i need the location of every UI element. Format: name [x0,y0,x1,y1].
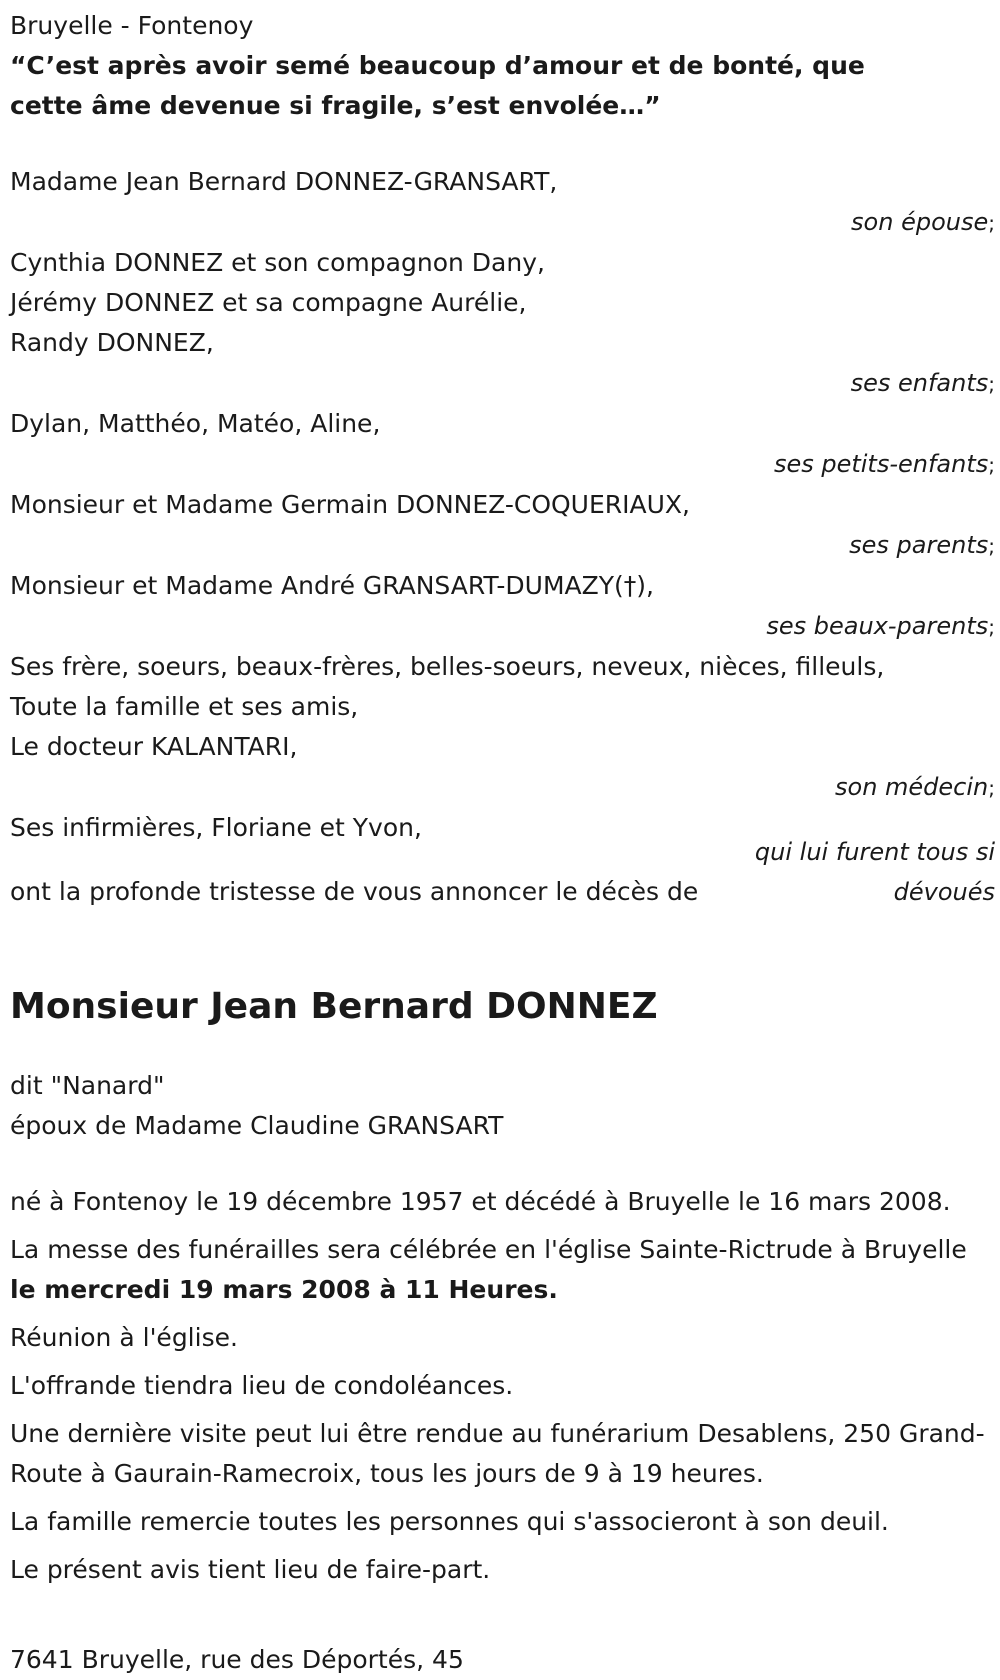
role-last: qui lui furent tous si dévoués [754,838,995,906]
family-name-line: Madame Jean Bernard DONNEZ-GRANSART, [10,167,558,196]
funeral-mass-text: La messe des funérailles sera célébrée en l'église Sainte-Rictrude à Bruyelle le mercredi 19 mars 2008 à 11 Heures. [10,1235,967,1304]
meeting-text: Réunion à l'église. [10,1323,238,1352]
offering-text: L'offrande tiendra lieu de condoléances. [10,1371,514,1400]
family-entry [10,404,995,485]
family-entry [10,485,995,566]
family-name-line: Monsieur et Madame Germain DONNEZ-COQUERIAUX, [10,490,690,519]
notice-text: Le présent avis tient lieu de faire-part. [10,1555,491,1584]
address: 7641 Bruyelle, rue des Déportés, 45 [10,1645,464,1674]
family-entry [10,243,995,404]
family-list [10,162,995,848]
family-entry [10,162,995,243]
visit-text: Une dernière visite peut lui être rendue au funérarium Desablens, 250 Grand-Route à Gaurain-Ramecroix, tous les jours de 9 à 19 heures. [10,1419,985,1488]
epigraph-quote: “C’est après avoir semé beaucoup d’amour et de bonté, que cette âme devenue si fragile, s’est envolée…” [10,51,865,120]
family-name-line: Le docteur KALANTARI, [10,732,298,761]
family-name-line: Randy DONNEZ, [10,328,214,357]
family-name-line: Jérémy DONNEZ et sa compagne Aurélie, [10,288,527,317]
family-role: ses enfants; [850,369,995,397]
deceased-nickname: dit "Nanard" [10,1071,165,1100]
family-entry [10,566,995,647]
family-role: ses beaux-parents; [766,612,995,640]
obituary-page [10,6,995,1680]
family-name-line: Cynthia DONNEZ et son compagnon Dany, [10,248,545,277]
family-name-line: Ses frère, soeurs, beaux-frères, belles-soeurs, neveux, nièces, filleuls, [10,652,885,681]
birth-death-text: né à Fontenoy le 19 décembre 1957 et décédé à Bruyelle le 16 mars 2008. [10,1187,951,1216]
announcement-text: ont la profonde tristesse de vous annoncer le décès de [10,877,699,906]
family-role: ses petits-enfants; [773,450,995,478]
family-role: ses parents; [849,531,995,559]
family-name-line: Toute la famille et ses amis, [10,692,359,721]
deceased-name: Monsieur Jean Bernard DONNEZ [10,986,658,1027]
family-name-line: Dylan, Matthéo, Matéo, Aline, [10,409,381,438]
family-role: son épouse; [851,208,995,236]
family-name-line: Monsieur et Madame André GRANSART-DUMAZY(†), [10,571,654,600]
family-entry [10,647,995,808]
family-role: son médecin; [835,773,995,801]
announcement-block [10,838,995,956]
deceased-spouse: époux de Madame Claudine GRANSART [10,1111,504,1140]
location-header: Bruyelle - Fontenoy [10,11,254,40]
family-name-line: Ses infirmières, Floriane et Yvon, [10,813,422,842]
thanks-text: La famille remercie toutes les personnes qui s'associeront à son deuil. [10,1507,889,1536]
funeral-mass-date: le mercredi 19 mars 2008 à 11 Heures. [10,1275,558,1304]
details-block [10,1182,995,1590]
